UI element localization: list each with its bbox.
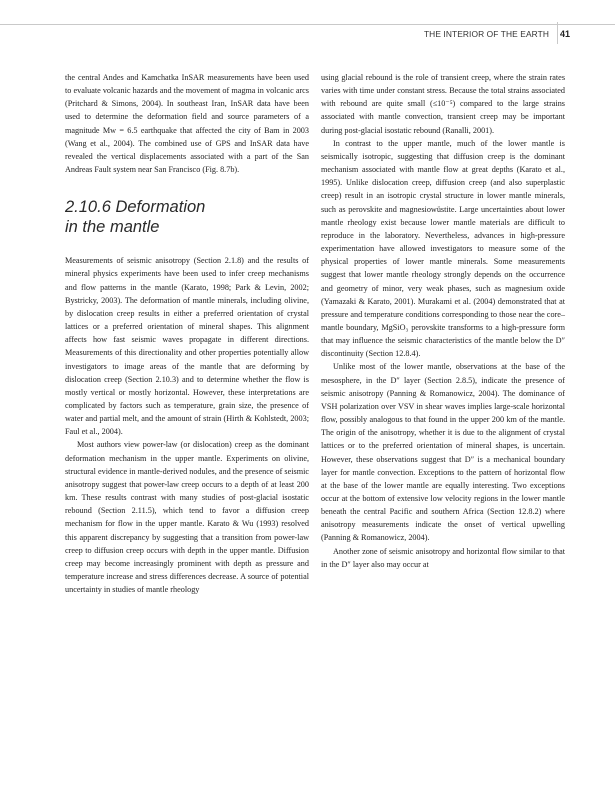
section-title-line2: in the mantle [65,218,160,237]
section-heading [65,197,309,237]
left-column [65,71,309,596]
paragraph: Measurements of seismic anisotropy (Section 2.1.8) and the results of mineral physics experiments have been used to infer creep mechanisms and flow patterns in the mantle (Karato, 1998; Park & Levin, 2002; Bystricky, 2003). The deformation of mantle minerals, including olivine, by dislocation creep results in either a preferred orientation of crystal lattices or a preferred orientation of mineral shapes. This alignment affects how fast seismic waves propagate in different directions. Measurements of this directionality and other properties potentially allow investigators to image areas of the mantle that are deforming by dislocation creep (Section 2.10.3) and to determine whether the flow is mostly vertical or mostly horizontal. However, these interpretations are complicated by factors such as temperature, grain size, the presence of water and partial melt, and the amount of strain (Hirth & Kohlstedt, 2003; Faul et al., 2004). [65,256,309,437]
paragraph: In contrast to the upper mantle, much of the lower mantle is seismically isotropic, suggesting that diffusion creep is the dominant mechanism associated with mantle flow at great depths (Karato et al., 1995). Unlike dislocation creep, diffusion creep (and also superplastic creep) result in an isotropic crystal structure in lower mantle minerals, such as perovskite and magnesiowüstite. Large uncertainties about lower mantle rheology exist because lower mantle materials are difficult to reproduce in the laboratory. Nevertheless, advances in high-pressure experimentation have allowed investigators to measure some of the physical properties of lower mantle minerals. Some measurements suggest that lower mantle rheology strongly depends on the occurrence and geometry of minor, very weak phases, such as magnesium oxide (Yamazaki & Karato, 2001). Murakami et al. (2004) demonstrated that at pressure and temperature conditions corresponding to those near the core–mantle boundary, MgSiO₃ perovskite transforms to a high-pressure form that may influence the seismic characteristics of the mantle below the D″ discontinuity (Section 12.8.4). [321,138,565,359]
paragraph: Unlike most of the lower mantle, observations at the base of the mesosphere, in the D″ layer (Section 2.8.5), indicate the presence of seismic anisotropy (Panning & Romanowicz, 2004). The dominance of VSH polarization over VSV in shear waves implies large-scale horizontal flow, possibly analogous to that found in the upper 200 km of the mantle. The origin of the anisotropy, whether it is due to the alignment of crystal lattices or to the preferred orientation of mineral shapes, is uncertain. However, these observations suggest that D″ is a mechanical boundary layer for mantle convection. Exceptions to the pattern of horizontal flow at the base of the lower mantle are equally interesting. Two exceptions occur at the bottom of extensive low velocity regions in the lower mantle beneath the central Pacific and southern Africa (Section 12.8.2) where anisotropy measurements indicate the onset of vertical upwelling (Panning & Romanowicz, 2004). [321,362,565,543]
header-rule [0,24,615,25]
page-number: 41 [559,29,570,39]
paragraph: Another zone of seismic anisotropy and horizontal flow similar to that in the D″ layer also may occur at [321,546,565,569]
paragraph-continued: the central Andes and Kamchatka InSAR measurements have been used to evaluate volcanic hazards and the movement of magma in volcanic arcs (Pritchard & Simons, 2004). In southeast Iran, InSAR data have been used to determine the deformation field and source parameters of a magnitude Mw = 6.5 earthquake that affected the city of Bam in 2003 (Wang et al., 2004). The combined use of GPS and InSAR data have revealed the vertical displacements associated with a part of the San Andreas Fault system near San Francisco (Fig. 8.7b). [65,73,309,175]
running-head: THE INTERIOR OF THE EARTH [423,29,549,39]
paragraph-continued: using glacial rebound is the role of transient creep, where the strain rates varies with time under constant stress. Because the total strains associated with rebound are quite small (≤10⁻⁵) compared to the large strains associated with mantle convection, transient creep may be important during post-glacial isostatic rebound (Ranalli, 2001). [321,73,565,135]
right-column [321,71,565,571]
folio-divider [557,22,558,44]
section-number: 2.10.6 [65,198,111,217]
paragraph: Most authors view power-law (or dislocation) creep as the dominant deformation mechanism in the upper mantle. Experiments on olivine, structural evidence in mantle-derived nodules, and the presence of seismic anisotropy suggest that power-law creep occurs to a depth of at least 200 km. These results contrast with many studies of post-glacial isostatic rebound (Section 2.11.5), which tend to favor a diffusion creep mechanism for flow in the upper mantle. Karato & Wu (1993) resolved this apparent discrepancy by suggesting that a transition from power-law creep to diffusion creep occurs with depth in the upper mantle. Diffusion creep may become increasingly prominent with depth as pressure and temperature increase and stress differences decrease. A source of potential uncertainty in studies of mantle rheology [65,440,309,595]
section-title-line1: Deformation [115,198,206,217]
